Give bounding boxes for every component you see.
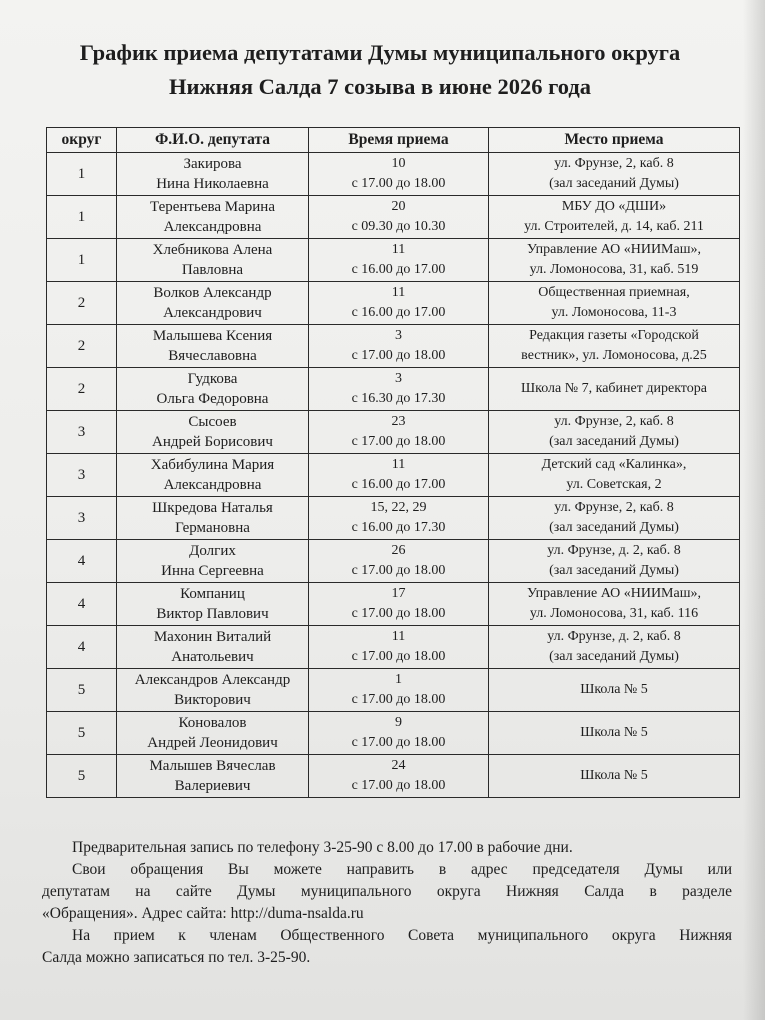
header-reception-time: Время приема <box>309 128 489 153</box>
reception-date: 11 <box>391 242 406 257</box>
deputy-given-names: Виктор Павлович <box>156 606 269 622</box>
place-line-2: (зал заседаний Думы) <box>549 520 679 535</box>
place-line-1: Редакция газеты «Городской <box>529 328 699 343</box>
document-title <box>20 36 740 104</box>
schedule-table <box>46 127 740 798</box>
reception-date: 20 <box>391 199 406 214</box>
district-cell: 3 <box>47 497 117 540</box>
header-deputy-name: Ф.И.О. депутата <box>117 128 309 153</box>
place-line-1: Школа № 5 <box>580 682 648 697</box>
reception-place-cell <box>489 153 740 196</box>
deputy-surname: Александров Александр <box>134 672 291 688</box>
reception-place-cell <box>489 454 740 497</box>
reception-place-cell <box>489 196 740 239</box>
place-line-2: ул. Ломоносова, 31, каб. 519 <box>529 262 699 277</box>
place-line-1: Общественная приемная, <box>538 285 690 300</box>
deputy-given-names: Андрей Борисович <box>152 434 273 450</box>
reception-date: 11 <box>391 285 406 300</box>
table-row <box>47 540 740 583</box>
district-cell: 1 <box>47 153 117 196</box>
district-cell: 1 <box>47 196 117 239</box>
reception-hours: с 16.00 до 17.30 <box>351 520 446 535</box>
deputy-name-cell <box>117 540 309 583</box>
deputy-surname: Малышева Ксения <box>152 328 273 344</box>
district-cell: 2 <box>47 368 117 411</box>
table-row <box>47 712 740 755</box>
place-line-1: Школа № 5 <box>580 725 648 740</box>
reception-time-cell <box>309 583 489 626</box>
deputy-name-cell <box>117 497 309 540</box>
reception-place-cell <box>489 325 740 368</box>
deputy-name-cell <box>117 196 309 239</box>
table-row <box>47 411 740 454</box>
reception-time-cell <box>309 411 489 454</box>
reception-hours: с 16.00 до 17.00 <box>351 305 446 320</box>
header-reception-place: Место приема <box>489 128 740 153</box>
deputy-name-cell <box>117 454 309 497</box>
footer-appeals-line-1: Свои обращения Вы можете направить в адрес председателя Думы или <box>72 861 732 878</box>
table-row <box>47 368 740 411</box>
table-header-row <box>47 128 740 153</box>
table-row <box>47 325 740 368</box>
place-line-2: (зал заседаний Думы) <box>549 563 679 578</box>
reception-time-cell <box>309 196 489 239</box>
reception-hours: с 16.30 до 17.30 <box>351 391 446 406</box>
reception-place-cell <box>489 540 740 583</box>
title-line-2: Нижняя Салда 7 созыва в июне 2026 года <box>168 74 592 99</box>
deputy-given-names: Александровна <box>163 219 262 235</box>
reception-place-cell <box>489 282 740 325</box>
reception-hours: с 17.00 до 18.00 <box>351 563 446 578</box>
deputy-given-names: Инна Сергеевна <box>161 563 264 579</box>
deputy-name-cell <box>117 411 309 454</box>
reception-hours: с 16.00 до 17.00 <box>351 477 446 492</box>
place-line-1: ул. Фрунзе, 2, каб. 8 <box>554 500 674 515</box>
table-row <box>47 669 740 712</box>
deputy-given-names: Ольга Федоровна <box>156 391 269 407</box>
deputy-name-cell <box>117 755 309 798</box>
place-line-1: Школа № 7, кабинет директора <box>521 381 707 396</box>
reception-date: 3 <box>395 371 402 386</box>
deputy-surname: Закирова <box>183 156 242 172</box>
reception-hours: с 17.00 до 18.00 <box>351 176 446 191</box>
reception-place-cell <box>489 411 740 454</box>
deputy-surname: Шкредова Наталья <box>152 500 273 516</box>
place-line-2: ул. Советская, 2 <box>566 477 662 492</box>
table-row <box>47 282 740 325</box>
place-line-1: ул. Фрунзе, 2, каб. 8 <box>554 414 674 429</box>
reception-date: 10 <box>391 156 406 171</box>
place-line-1: ул. Фрунзе, 2, каб. 8 <box>554 156 674 171</box>
reception-place-cell <box>489 239 740 282</box>
deputy-name-cell <box>117 626 309 669</box>
deputy-given-names: Андрей Леонидович <box>147 735 278 751</box>
district-cell: 4 <box>47 540 117 583</box>
place-line-2: (зал заседаний Думы) <box>549 649 679 664</box>
deputy-surname: Сысоев <box>188 414 237 430</box>
place-line-2: ул. Ломоносова, 31, каб. 116 <box>529 606 699 621</box>
reception-date: 23 <box>391 414 406 429</box>
deputy-given-names: Александровна <box>163 477 262 493</box>
reception-place-cell <box>489 755 740 798</box>
footer-appeals-line-3: «Обращения». Адрес сайта: http://duma-nsalda.ru <box>42 905 364 922</box>
table-row <box>47 239 740 282</box>
reception-date: 15, 22, 29 <box>370 500 427 515</box>
reception-date: 9 <box>395 715 402 730</box>
deputy-surname: Хлебникова Алена <box>152 242 273 258</box>
place-line-1: ул. Фрунзе, д. 2, каб. 8 <box>547 543 681 558</box>
place-line-2: вестник», ул. Ломоносова, д.25 <box>521 348 707 363</box>
reception-time-cell <box>309 153 489 196</box>
place-line-1: ул. Фрунзе, д. 2, каб. 8 <box>547 629 681 644</box>
place-line-2: (зал заседаний Думы) <box>549 434 679 449</box>
district-cell: 1 <box>47 239 117 282</box>
table-row <box>47 755 740 798</box>
reception-place-cell <box>489 368 740 411</box>
reception-time-cell <box>309 497 489 540</box>
reception-date: 3 <box>395 328 402 343</box>
deputy-given-names: Вячеславовна <box>168 348 257 364</box>
page-shadow-edge <box>743 0 765 1020</box>
reception-place-cell <box>489 497 740 540</box>
reception-hours: с 09.30 до 10.30 <box>351 219 446 234</box>
footer-council-line-1: На прием к членам Общественного Совета муниципального округа Нижняя <box>72 927 732 944</box>
district-cell: 4 <box>47 626 117 669</box>
deputy-given-names: Нина Николаевна <box>156 176 269 192</box>
reception-date: 11 <box>391 629 406 644</box>
deputy-surname: Махонин Виталий <box>153 629 272 645</box>
deputy-given-names: Павловна <box>181 262 244 278</box>
deputy-surname: Компаниц <box>180 586 245 602</box>
table-row <box>47 626 740 669</box>
district-cell: 2 <box>47 325 117 368</box>
deputy-surname: Терентьева Марина <box>150 199 275 215</box>
reception-hours: с 16.00 до 17.00 <box>351 262 446 277</box>
reception-time-cell <box>309 325 489 368</box>
deputy-given-names: Германовна <box>175 520 250 536</box>
table-row <box>47 153 740 196</box>
district-cell: 5 <box>47 669 117 712</box>
place-line-2: (зал заседаний Думы) <box>549 176 679 191</box>
reception-time-cell <box>309 626 489 669</box>
district-cell: 3 <box>47 454 117 497</box>
reception-date: 1 <box>395 672 402 687</box>
reception-hours: с 17.00 до 18.00 <box>351 778 446 793</box>
footer-council-line-2: Салда можно записаться по тел. 3-25-90. <box>42 949 311 966</box>
table-row <box>47 497 740 540</box>
place-line-2: ул. Ломоносова, 11-3 <box>551 305 677 320</box>
table-row <box>47 583 740 626</box>
deputy-name-cell <box>117 282 309 325</box>
header-district: округ <box>47 128 117 153</box>
place-line-1: Управление АО «НИИМаш», <box>526 586 701 601</box>
place-line-1: Школа № 5 <box>580 768 648 783</box>
reception-time-cell <box>309 239 489 282</box>
reception-time-cell <box>309 669 489 712</box>
footer-appeals-line-2: депутатам на сайте Думы муниципального округа Нижняя Салда в разделе <box>42 883 732 900</box>
deputy-name-cell <box>117 325 309 368</box>
reception-place-cell <box>489 669 740 712</box>
place-line-1: МБУ ДО «ДШИ» <box>561 199 667 214</box>
deputy-given-names: Валериевич <box>174 778 251 794</box>
reception-date: 24 <box>391 758 406 773</box>
title-line-1: График приема депутатами Думы муниципального округа <box>79 40 681 65</box>
place-line-2: ул. Строителей, д. 14, каб. 211 <box>524 219 704 234</box>
district-cell: 5 <box>47 712 117 755</box>
district-cell: 5 <box>47 755 117 798</box>
district-cell: 4 <box>47 583 117 626</box>
footer-phone-note: Предварительная запись по телефону 3-25-90 с 8.00 до 17.00 в рабочие дни. <box>72 839 573 856</box>
reception-time-cell <box>309 755 489 798</box>
deputy-surname: Долгих <box>189 543 236 559</box>
district-cell: 2 <box>47 282 117 325</box>
reception-time-cell <box>309 368 489 411</box>
reception-hours: с 17.00 до 18.00 <box>351 692 446 707</box>
deputy-name-cell <box>117 669 309 712</box>
reception-date: 11 <box>391 457 406 472</box>
reception-hours: с 17.00 до 18.00 <box>351 348 446 363</box>
deputy-given-names: Викторович <box>174 692 251 708</box>
deputy-name-cell <box>117 153 309 196</box>
deputy-name-cell <box>117 368 309 411</box>
table-row <box>47 196 740 239</box>
deputy-surname: Гудкова <box>187 371 238 387</box>
reception-place-cell <box>489 626 740 669</box>
deputy-name-cell <box>117 239 309 282</box>
reception-time-cell <box>309 282 489 325</box>
reception-place-cell <box>489 712 740 755</box>
table-body <box>47 153 740 798</box>
reception-place-cell <box>489 583 740 626</box>
reception-date: 17 <box>391 586 406 601</box>
reception-hours: с 17.00 до 18.00 <box>351 649 446 664</box>
reception-date: 26 <box>391 543 406 558</box>
deputy-name-cell <box>117 583 309 626</box>
deputy-surname: Волков Александр <box>153 285 272 301</box>
reception-time-cell <box>309 712 489 755</box>
district-cell: 3 <box>47 411 117 454</box>
deputy-surname: Малышев Вячеслав <box>149 758 276 774</box>
reception-time-cell <box>309 454 489 497</box>
place-line-1: Детский сад «Калинка», <box>541 457 687 472</box>
reception-hours: с 17.00 до 18.00 <box>351 735 446 750</box>
deputy-given-names: Анатольевич <box>171 649 254 665</box>
reception-hours: с 17.00 до 18.00 <box>351 434 446 449</box>
reception-time-cell <box>309 540 489 583</box>
deputy-given-names: Александрович <box>163 305 262 321</box>
deputy-name-cell <box>117 712 309 755</box>
deputy-surname: Хабибулина Мария <box>150 457 275 473</box>
deputy-surname: Коновалов <box>178 715 247 731</box>
place-line-1: Управление АО «НИИМаш», <box>526 242 701 257</box>
reception-hours: с 17.00 до 18.00 <box>351 606 446 621</box>
footer-notes <box>42 837 732 969</box>
table-row <box>47 454 740 497</box>
